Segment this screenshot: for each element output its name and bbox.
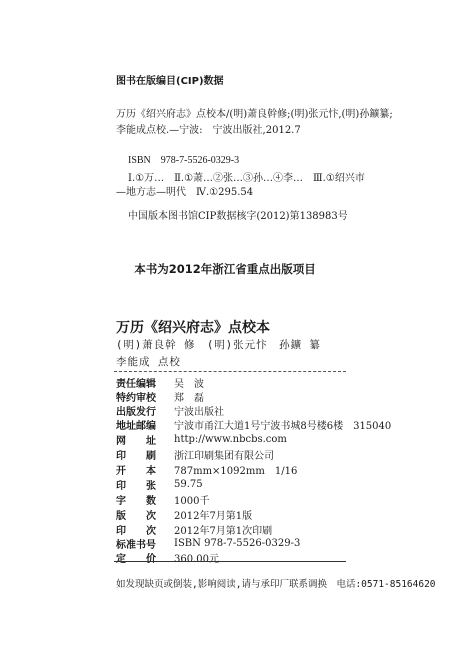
book-editor: 李能成 点校 — [116, 356, 181, 368]
meta-label: 标准书号 — [116, 539, 156, 551]
defect-notice: 如发现缺页或倒装,影响阅读,请与承印厂联系调换 电话:0571-85164620 — [116, 579, 436, 590]
meta-label: 特约审校 — [116, 392, 156, 404]
cip-heading: 图书在版编目(CIP)数据 — [116, 76, 224, 87]
meta-label: 责任编辑 — [116, 378, 156, 390]
meta-value: 吴 波 — [174, 378, 204, 390]
meta-row-price — [116, 549, 219, 565]
meta-value: 2012年7月第1版 — [174, 510, 253, 522]
meta-value: 787mm×1092mm 1/16 — [174, 465, 298, 477]
meta-value: ISBN 978-7-5526-0329-3 — [174, 537, 301, 549]
meta-value: http://www.nbcbs.com — [174, 433, 287, 445]
top-divider — [114, 371, 346, 372]
meta-row-format — [116, 461, 297, 477]
meta-label: 印 刷 — [116, 450, 156, 462]
meta-row-sheets — [116, 476, 203, 492]
cip-number: 中国版本图书馆CIP数据核字(2012)第138983号 — [128, 211, 348, 222]
meta-value: 宁波市甬江大道1号宁波书城8号楼6楼 315040 — [174, 420, 392, 432]
cip-classification-line-2: —地方志—明代 Ⅳ.①295.54 — [116, 187, 254, 198]
book-authors: (明)萧良幹 修 (明)张元忭 孙鑛 纂 — [116, 339, 321, 351]
meta-row-address — [116, 416, 391, 432]
cip-record-line-1: 万历《绍兴府志》点校本/(明)萧良幹修;(明)张元忭,(明)孙鑛纂; — [116, 109, 393, 120]
meta-row-word-count — [116, 491, 209, 507]
meta-value: 2012年7月第1次印刷 — [174, 525, 273, 537]
meta-row-website — [116, 431, 287, 447]
meta-value: 宁波出版社 — [174, 406, 224, 418]
bottom-divider — [114, 561, 346, 562]
meta-label: 印 次 — [116, 525, 156, 537]
book-title: 万历《绍兴府志》点校本 — [116, 320, 270, 336]
meta-label: 网 址 — [116, 435, 156, 447]
meta-row-printer — [116, 446, 274, 462]
meta-label: 出版发行 — [116, 406, 156, 418]
meta-label: 版 次 — [116, 510, 156, 522]
key-publication-note: 本书为2012年浙江省重点出版项目 — [134, 262, 316, 276]
meta-label: 开 本 — [116, 465, 156, 477]
meta-value: 360.00元 — [174, 553, 219, 565]
meta-value: 浙江印刷集团有限公司 — [174, 450, 274, 462]
meta-value: 59.75 — [174, 478, 203, 490]
meta-label: 印 张 — [116, 480, 156, 492]
meta-label: 定 价 — [116, 553, 156, 565]
cip-classification-line-1: Ⅰ.①万… Ⅱ.①萧…②张…③孙…④李… Ⅲ.①绍兴市 — [128, 173, 365, 184]
meta-label: 地址邮编 — [116, 420, 156, 432]
meta-value: 1000千 — [174, 495, 210, 507]
cip-record-line-2: 李能成点校.—宁波: 宁波出版社,2012.7 — [116, 125, 301, 136]
meta-value: 郑 磊 — [174, 392, 204, 404]
meta-label: 字 数 — [116, 495, 156, 507]
cip-isbn: ISBN 978-7-5526-0329-3 — [128, 155, 240, 166]
meta-row-edition — [116, 506, 252, 522]
